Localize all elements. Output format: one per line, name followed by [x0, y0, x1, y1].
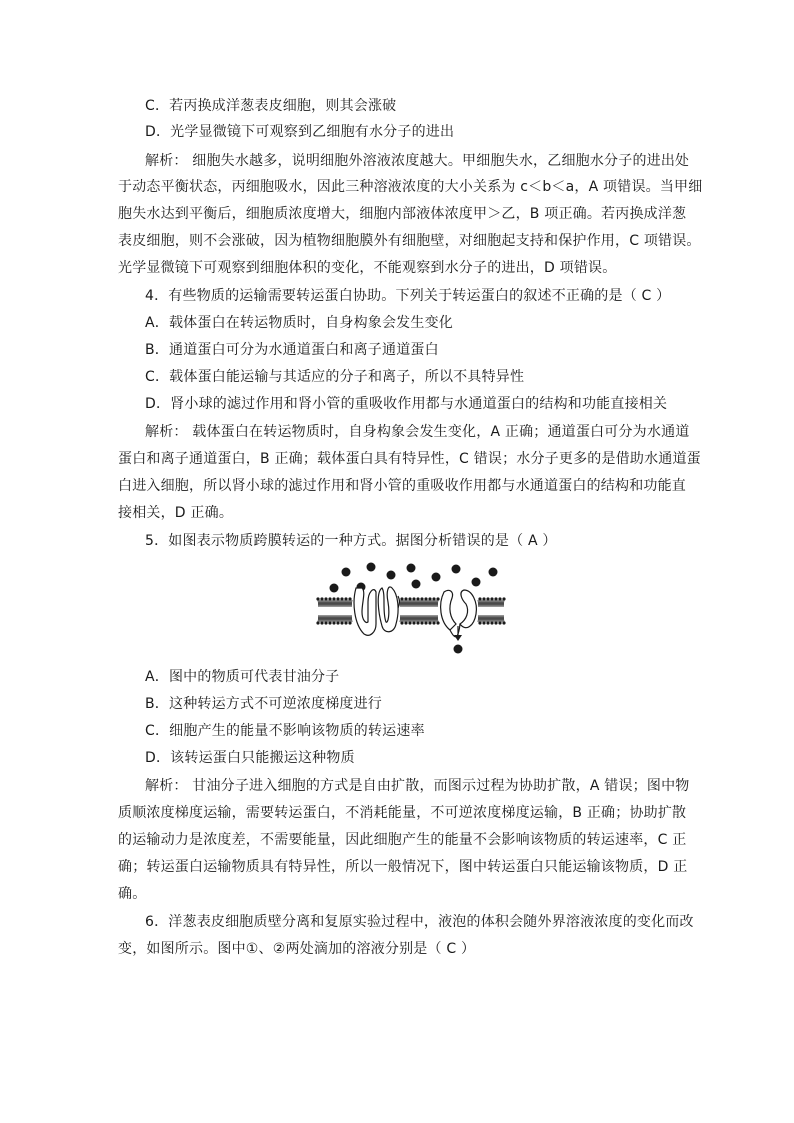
q5-analysis-line-1: 解析： 甘油分子进入细胞的方式是自由扩散，而图示过程为协助扩散，A 错误；图中物: [145, 778, 690, 794]
q4-option-c: C．载体蛋白能运输与其适应的分子和离子，所以不具特异性: [145, 369, 525, 385]
q4-stem: 4．有些物质的运输需要转运蛋白协助。下列关于转运蛋白的叙述不正确的是（ C ）: [145, 288, 671, 304]
q4-option-a: A．载体蛋白在转运物质时，自身构象会发生变化: [145, 315, 453, 331]
q3-option-d: D．光学显微镜下可观察到乙细胞有水分子的进出: [145, 124, 455, 140]
q5-analysis-line-4: 确；转运蛋白运输物质具有特异性，所以一般情况下，图中转运蛋白只能运输该物质，D 正: [118, 859, 688, 875]
q5-option-d: D．该转运蛋白只能搬运这种物质: [145, 750, 355, 766]
q4-analysis-line-1: 解析： 载体蛋白在转运物质时，自身构象会发生变化，A 正确；通道蛋白可分为水通道: [145, 424, 690, 440]
q4-option-d: D．肾小球的滤过作用和肾小管的重吸收作用都与水通道蛋白的结构和功能直接相关: [145, 396, 668, 412]
membrane-transport-diagram: [316, 562, 506, 660]
q3-option-c: C．若丙换成洋葱表皮细胞，则其会涨破: [145, 98, 397, 114]
q5-stem: 5．如图表示物质跨膜转运的一种方式。据图分析错误的是（ A ）: [145, 533, 557, 549]
q4-analysis-line-4: 接相关，D 正确。: [118, 505, 234, 521]
q6-stem-line-1: 6．洋葱表皮细胞质壁分离和复原实验过程中，液泡的体积会随外界溶液浓度的变化而改: [145, 914, 694, 930]
q6-stem-line-2: 变，如图所示。图中①、②两处滴加的溶液分别是（ C ）: [118, 941, 476, 957]
q5-option-b: B．这种转运方式不可逆浓度梯度进行: [145, 696, 383, 712]
q5-option-a: A．图中的物质可代表甘油分子: [145, 669, 340, 685]
q3-analysis-line-4: 表皮细胞，则不会涨破，因为植物细胞膜外有细胞壁，对细胞起支持和保护作用，C 项错误。: [118, 233, 701, 249]
q5-option-c: C．细胞产生的能量不影响该物质的转运速率: [145, 723, 425, 739]
q3-analysis-line-2: 于动态平衡状态，丙细胞吸水，因此三种溶液浓度的大小关系为 c＜b＜a，A 项错误。当甲细: [118, 179, 703, 195]
q5-analysis-line-5: 确。: [118, 886, 147, 902]
q3-analysis-line-5: 光学显微镜下可观察到细胞体积的变化，不能观察到水分子的进出，D 项错误。: [118, 260, 617, 276]
q4-analysis-line-3: 白进入细胞，所以肾小球的滤过作用和肾小管的重吸收作用都与水通道蛋白的结构和功能直: [118, 478, 686, 494]
q4-analysis-line-2: 蛋白和离子通道蛋白，B 正确；载体蛋白具有特异性，C 错误；水分子更多的是借助水通道蛋: [118, 451, 701, 467]
q3-analysis-line-3: 胞失水达到平衡后，细胞质浓度增大，细胞内部液体浓度甲＞乙，B 项正确。若丙换成洋葱: [118, 206, 687, 222]
q4-option-b: B．通道蛋白可分为水通道蛋白和离子通道蛋白: [145, 342, 439, 358]
q5-analysis-line-2: 质顺浓度梯度运输，需要转运蛋白，不消耗能量，不可逆浓度梯度运输，B 正确；协助扩散: [118, 805, 687, 821]
q3-analysis-line-1: 解析： 细胞失水越多，说明细胞外溶液浓度越大。甲细胞失水，乙细胞水分子的进出处: [145, 153, 690, 169]
q5-analysis-line-3: 的运输动力是浓度差，不需要能量，因此细胞产生的能量不会影响该物质的转运速率，C 正: [118, 832, 687, 848]
